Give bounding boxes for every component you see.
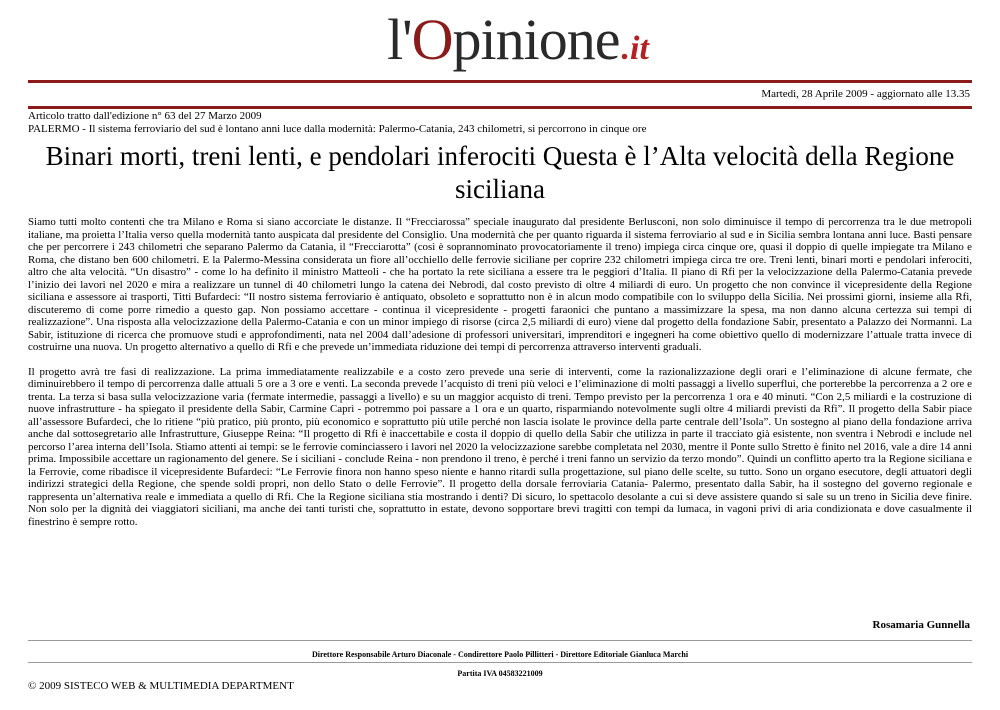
article-paragraph: Siamo tutti molto contenti che tra Milano e Roma si siano accorciate le distanze. Il “Frecciarossa” speciale inaugurato dal presidente Berlusconi, non solo diminuisce il tempo di percorrenza tra le due metropoli italiane, ma proietta l’Italia verso quella modernità tanto auspicata dal presidente del Consiglio. Una modernità che per quanto riguarda il sistema ferroviario al sud e in Sicilia sembra lontana anni luce. Basti pensare che per percorrere i 243 chilometri che separano Palermo da Catania, il “Frecciarotta” (così è soprannominato provocatoriamente il treno) impiega circa cinque ore, quasi il doppio di quelle impiegate tra Milano e Roma, che distano ben 600 chilometri. E la Palermo-Messina considerata un fiore all’occhiello delle ferrovie siciliane per coprire 232 chilometri impiega circa tre ore. Treni lenti, binari morti e pendolari inferociti, altro che alta velocità. “Un disastro” - come lo ha definito il ministro Matteoli - che ha portato la rete siciliana a essere tra le peggiori d’Italia. Il piano di Rfi per la velocizzazione della Palermo-Catania prevede l’inizio dei lavori nel 2020 e mira a realizzare un tunnel di 40 chilometri lungo la catena dei Nebrodi, dal costo previsto di oltre 4 miliardi di euro. Un progetto che non convince il vicepresidente della Regione siciliana e assessore ai trasporti, Titti Bufardeci: “Il nostro sistema ferroviario è antiquato, obsoleto e soprattutto non è in alcun modo compatibile con lo sviluppo della Sicilia. Nei prossimi giorni, insieme alla Rfi, discuteremo di come porre rimedio a questo gap. Non possiamo accettare - continua il vicepresidente - progetti faraonici che puntano a massimizzare la spesa, ma non danno alcuna certezza sui tempi di realizzazione”. Una risposta alla velocizzazione della Palermo-Catania e con un minor impiego di risorse (circa 2,5 miliardi di euro) viene dal progetto della fondazione Sabir, presentato a Palazzo dei Normanni. La Sabir, istituzione di ricerca che promuove studi e approfondimenti, nata nel 2004 dall’adesione di professori universitari, imprenditori e ingegneri ha come obiettivo quello di modernizzare l’attuale tratta invece di costruirne una nuova. Un progetto alternativo a quello di Rfi e che prevede un’immediata riduzione dei tempi di percorrenza attraverso interventi graduali. (28, 216, 972, 353)
article-source: Articolo tratto dall'edizione n° 63 del 27 Marzo 2009 (28, 110, 262, 122)
article-body (28, 216, 972, 540)
date-line: Martedì, 28 Aprile 2009 - aggiornato alle 13.35 (761, 88, 970, 100)
footer-divider-top (28, 640, 972, 641)
logo-tld: .it (621, 30, 649, 67)
article-author: Rosamaria Gunnella (872, 619, 970, 631)
site-logo[interactable] (338, 4, 698, 76)
footer-credits: Direttore Responsabile Arturo Diaconale - Condirettore Paolo Pillitteri - Direttore Editoriale Gianluca Marchi (311, 650, 689, 659)
masthead-divider-top (28, 80, 972, 83)
article-paragraph: Il progetto avrà tre fasi di realizzazione. La prima immediatamente realizzabile e a costo zero prevede una serie di interventi, come la razionalizzazione degli orari e l’eliminazione di alcune fermate, che diminuirebbero il tempo di percorrenza dalle attuali 5 ore a 3 ore e venti. La seconda prevede l’acquisto di treni più veloci e l’eliminazione di molti passaggi a livello superflui, che porterebbe la percorrenza a 2 ore e trenta. La terza si basa sulla velocizzazione varia (fermate intermedie, passaggi a livello) e su un maggior acquisto di treni. Tempo previsto per la percorrenza 1 ora e 40 minuti. “Con 2,5 miliardi e la costruzione di nuove infrastrutture - ha spiegato il presidente della Sabir, Carmine Caprì - potremmo poi passare a 1 ora e un quarto, risparmiando notevolmente sugli oltre 4 miliardi previsti da Rfi”. Il progetto della Sabir piace all’assessore Bufardeci, che lo ritiene “più pratico, più pronto, più economico e soprattutto più utile perché non lascia isolate le province della parte centrale dell’Isola”. Un sostegno al piano della fondazione arriva anche dal sottosegretario alle Infrastrutture, Giuseppe Reina: “Il progetto di Rfi è inaccettabile e costa il doppio di quello della Sabir che utilizza in parte il tracciato già esistente, non sventra i Nebrodi e include nel percorso l’area interna dell’Isola. Stiamo attenti ai tempi: se le ferrovie cominciassero i lavori nel 2020 la velocizzazione sarebbe completata nel 2030, mentre il Ponte sullo Stretto è finito nel 2016, vale a dire 14 anni prima. Impossibile accettare un ragionamento del genere. Se i siciliani - conclude Reina - non prendono il treno, è perché i treni fanno un servizio da terzo mondo”. Quindi un conflitto aperto tra la Regione siciliana e la Ferrovie, come ribadisce il vicepresidente Bufardeci: “Le Ferrovie finora non hanno speso niente e hanno ritardi sulla progettazione, sul piano delle scelte, su tutto. Sono un organo esecutore, degli attuatori degli indirizzi strategici della Regione, che spende soldi propri, non dello Stato o delle Ferrovie”. Il progetto della dorsale ferroviaria Catania- Palermo, presentato dalla Sabir, ha il sostegno del governo regionale e rappresenta un’alternativa reale e immediata a quello di Rfi. Che la Regione siciliana stia mostrando i denti? Di sicuro, lo spettacolo desolante a cui si deve assistere quando si sale su un treno in Sicilia deve finire. Non solo per la dignità dei viaggiatori siciliani, ma anche dei tanti turisti che, soprattutto in estate, devono sopportare brevi tragitti con tempi da lumaca, in vagoni privi di aria condizionata e dove casualmente il finestrino è sempre rotto. (28, 365, 972, 528)
article-summary: PALERMO - Il sistema ferroviario del sud è lontano anni luce dalla modernità: Palermo-Catania, 243 chilometri, si percorrono in cinque ore (28, 123, 647, 135)
logo-rest: pinione (452, 7, 620, 72)
footer-vat: Partita IVA 04583221009 (457, 669, 543, 678)
masthead-divider-bottom (28, 106, 972, 109)
logo-o: O (411, 7, 453, 72)
copyright: © 2009 SISTECO WEB & MULTIMEDIA DEPARTMENT (28, 680, 294, 692)
logo-prefix: l' (387, 7, 412, 72)
article-headline: Binari morti, treni lenti, e pendolari inferociti Questa è l’Alta velocità della Regione siciliana (45, 141, 955, 204)
footer-divider-bottom (28, 662, 972, 663)
